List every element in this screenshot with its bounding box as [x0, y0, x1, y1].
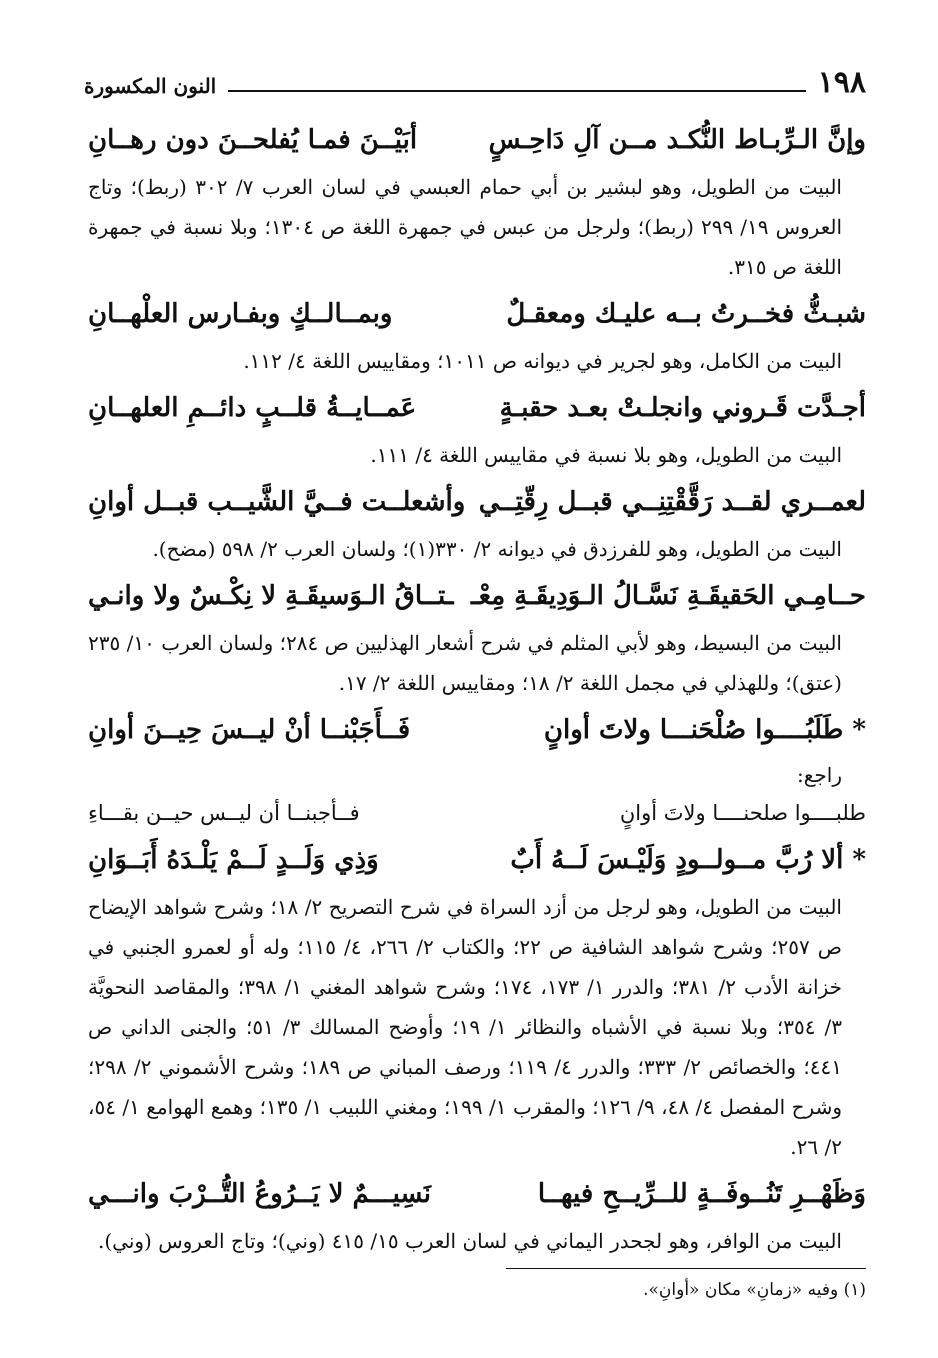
page-number: ١٩٨ — [817, 65, 866, 100]
verse — [88, 381, 866, 435]
verse — [88, 1167, 866, 1221]
verse-second-hemistich: نَسِيـــمٌ لا يَــرُوعُ التُّــرْبَ وانـــي — [88, 1179, 431, 1209]
verse-second-hemistich: وبمــالــكٍ وبفـارس العلْهــانِ — [88, 299, 393, 329]
chapter-title: النون المكسورة — [84, 74, 217, 98]
verse-second-hemistich: أبَيْــنَ فمـا يُفلحــنَ دون رهــانِ — [88, 125, 418, 155]
verse-first-hemistich: حــامِـي الحَقيقَـةِ نَسَّـالُ الـوَدِيقَـةِ مِعْـ — [471, 581, 866, 611]
verse-second-hemistich: عَمــايــةُ قلــبٍ دائــمِ العلهــانِ — [88, 393, 417, 423]
footnote-rule — [506, 1268, 866, 1269]
verse-commentary: البيت من الوافر، وهو لجحدر اليماني في لسان العرب ١٥/ ٤١٥ (وني)؛ وتاج العروس (وني). — [97, 1229, 842, 1253]
verse-commentary: البيت من الطويل، وهو بلا نسبة في مقاييس اللغة ٤/ ١١١. — [370, 443, 842, 467]
verse-first-hemistich: أجـدَّت قَـروني وانجلـتْ بعـد حقبـةٍ — [499, 393, 866, 423]
verse-commentary: البيت من الطويل، وهو للفرزدق في ديوانه ٢/ ٣٣٠(١)؛ ولسان العرب ٢/ ٥٩٨ (مضح). — [152, 537, 842, 561]
verse-second-hemistich: فَــأَجَبْنــا أنْ ليــسَ حِيــنَ أوانِ — [88, 715, 411, 745]
footnote: (١) وفيه «زمانِ» مكان «أوانِ». — [643, 1280, 866, 1300]
verse-second-hemistich: وأشعلــت فــيَّ الشَّيــب قبــل أوانِ — [88, 487, 466, 517]
verse — [88, 287, 866, 341]
verse-commentary: البيت من الكامل، وهو لجرير في ديوانه ص ١٠١١؛ ومقاييس اللغة ٤/ ١١٢. — [243, 349, 842, 373]
verse-first-hemistich: لعمــري لقــد رَقَّقْتِنِــي قبــل رِقّتِــي — [478, 487, 866, 517]
verse-first-hemistich: * ألا رُبَّ مــولــودٍ وَلَيْـسَ لَــهُ أَبٌ — [510, 845, 866, 875]
verse-first-hemistich: * طَلَبُــــوا صُلْحَنـــا ولاتَ أوانٍ — [543, 715, 866, 745]
verse-commentary: البيت من الطويل، وهو لبشير بن أبي حمام العبسي في لسان العرب ٧/ ٣٠٢ (ربط)؛ وتاج العروس ١٩/ ٢٩٩ (ربط)؛ ولرجل من عبس في جمهرة اللغة ص ١٣٠٤؛ وبلا نسبة في جمهرة اللغة ص ٣١٥. — [88, 175, 843, 279]
verse-first-hemistich: وَظَهْــرِ تَنُــوفَــةٍ للــرِّيــحِ فيهــا — [537, 1179, 866, 1209]
verse — [88, 569, 866, 623]
header-rule — [228, 90, 805, 92]
verse-first-hemistich: طلبــــوا صلحنــــا ولاتَ أوانٍ — [619, 801, 866, 825]
verse — [88, 113, 866, 167]
verse-commentary: البيت من البسيط، وهو لأبي المثلم في شرح أشعار الهذليين ص ٢٨٤؛ ولسان العرب ١٠/ ٢٣٥ (عتق)؛ وللهذلي في مجمل اللغة ٢/ ١٨؛ ومقاييس اللغة ٢/ ١٧. — [88, 631, 842, 695]
verse-second-hemistich: وَذِي وَلَــدٍ لَــمْ يَلْـدَهُ أَبَــوَانِ — [88, 845, 379, 875]
verse-first-hemistich: شبـثُّ فخــرتُ بــه عليـك ومعقـلٌ — [506, 299, 866, 329]
verse-first-hemistich: وإنَّ الـرِّبـاط النُّكـد مــن آلِ دَاحِـسٍ — [488, 125, 866, 155]
page-body — [88, 113, 866, 1261]
referenced-verse — [88, 793, 866, 833]
verse-second-hemistich: فــأجبنــا أن ليــس حيــن بقـــاءِ — [88, 801, 360, 825]
verse — [88, 475, 866, 529]
running-head — [84, 62, 866, 102]
verse-commentary: البيت من الطويل، وهو لرجل من أزد السراة في شرح التصريح ٢/ ١٨؛ وشرح شواهد الإيضاح ص ٢٥٧؛ وشرح شواهد الشافية ص ٢٢؛ والكتاب ٢/ ٢٦٦، ٤/ ١١٥؛ وله أو لعمرو الجنبي في خزانة الأدب ٢/ ٣٨١؛ والدرر ١/ ١٧٣، ١٧٤؛ وشرح شواهد المغني ١/ ٣٩٨؛ والمقاصد النحويَّة ٣/ ٣٥٤؛ وبلا نسبة في الأشباه والنظائر ١/ ١٩؛ وأوضح المسالك ٣/ ٥١؛ والجنى الداني ص ٤٤١؛ والخصائص ٢/ ٣٣٣؛ والدرر ٤/ ١١٩؛ ورصف المباني ص ١٨٩؛ وشرح الأشموني ٢/ ٢٩٨؛ وشرح المفصل ٤/ ٤٨، ٩/ ١٢٦؛ والمقرب ١/ ١٩٩؛ ومغني اللبيب ١/ ١٣٥؛ وهمع الهوامع ١/ ٥٤، ٢/ ٢٦. — [88, 895, 842, 1159]
verse — [88, 833, 866, 887]
cross-reference-label: راجع: — [797, 763, 842, 787]
verse — [88, 703, 866, 757]
verse-second-hemistich: ـتــاقُ الـوَسيقَـةِ لا نِكْـسٌ ولا وانـي — [88, 581, 454, 611]
